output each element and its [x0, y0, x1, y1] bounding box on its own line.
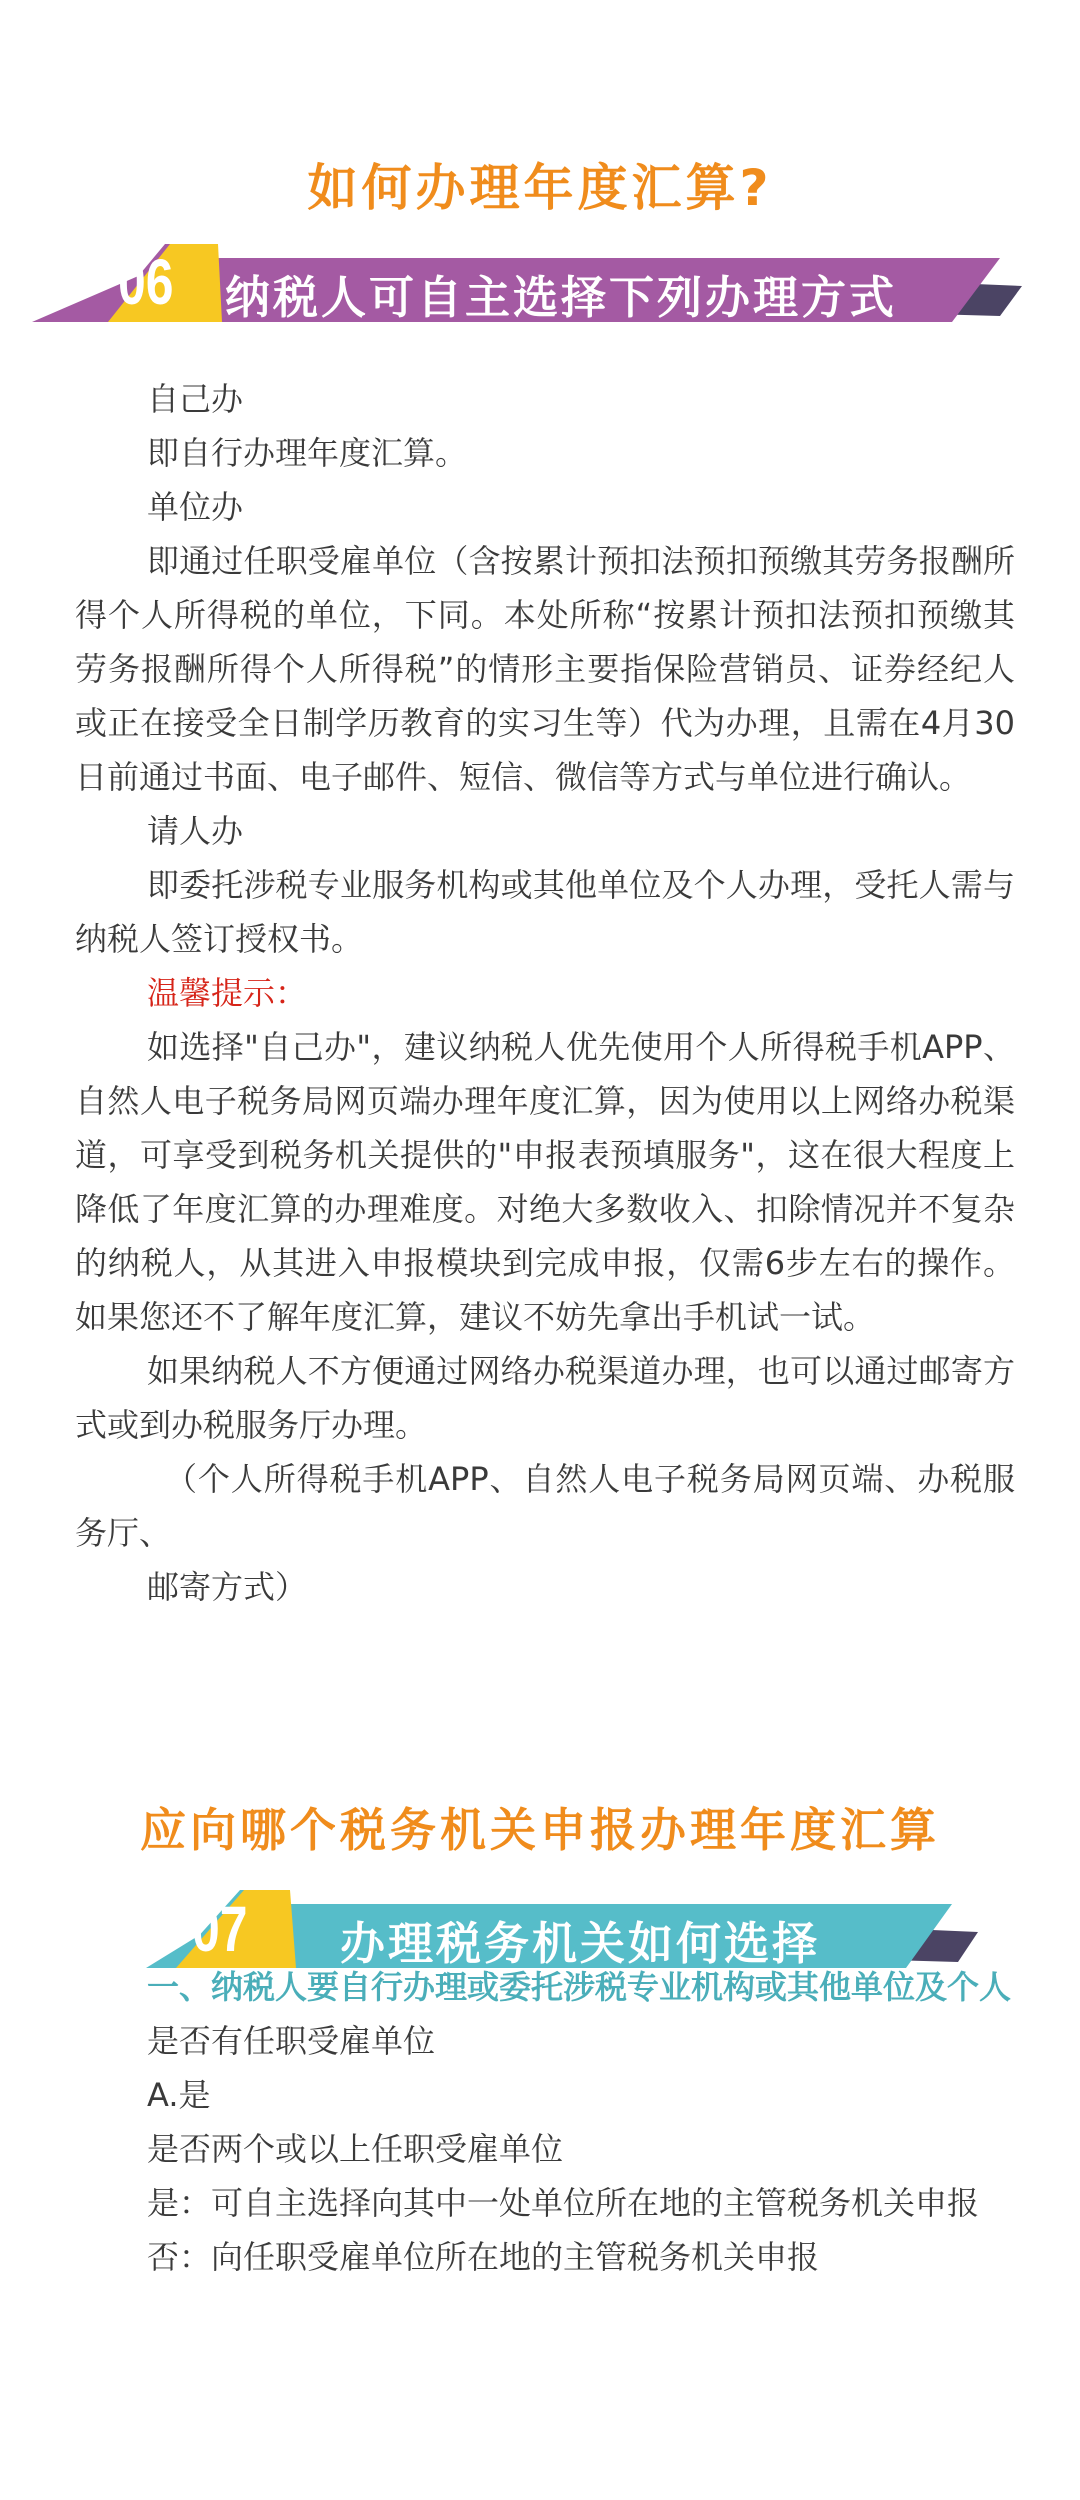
list-line: 是否两个或以上任职受雇单位 — [147, 2130, 564, 2168]
paragraph: 请人办 — [147, 812, 244, 850]
section-07-subheading: 一、纳税人要自行办理或委托涉税专业机构或其他单位及个人 — [147, 1968, 1012, 2006]
section-06-banner-title: 纳税人可自主选择下列办理方式 — [225, 271, 898, 324]
section-06-body — [75, 372, 1015, 1614]
list-line: 否：向任职受雇单位所在地的主管税务机关申报 — [147, 2238, 820, 2276]
section-07-heading: 应向哪个税务机关申报办理年度汇算 — [140, 1803, 940, 1857]
paragraph: 邮寄方式） — [147, 1568, 308, 1606]
section-06-heading: 如何办理年度汇算? — [307, 159, 773, 217]
paragraph: 即委托涉税专业服务机构或其他单位及个人办理，受托人需与纳税人签订授权书。 — [75, 866, 1015, 958]
section-06-banner — [0, 240, 1080, 340]
paragraph: （个人所得税手机APP、自然人电子税务局网页端、办税服务厅、 — [75, 1460, 1015, 1552]
paragraph: 单位办 — [147, 488, 244, 526]
list-line: A.是 — [147, 2076, 211, 2114]
section-07-body — [75, 1960, 1015, 2284]
section-07-number: 07 — [192, 1893, 248, 1965]
paragraph: 如果纳税人不方便通过网络办税渠道办理，也可以通过邮寄方式或到办税服务厅办理。 — [75, 1352, 1015, 1444]
list-line: 是：可自主选择向其中一处单位所在地的主管税务机关申报 — [147, 2184, 980, 2222]
paragraph: 如选择"自己办"，建议纳税人优先使用个人所得税手机APP、自然人电子税务局网页端办理年度汇算，因为使用以上网络办税渠道，可享受到税务机关提供的"申报表预填服务"，这在很大程度上降低了年度汇算的办理难度。对绝大多数收入、扣除情况并不复杂的纳税人，从其进入申报模块到完成申报，仅需6步左右的操作。如果您还不了解年度汇算，建议不妨先拿出手机试一试。 — [75, 1028, 1015, 1336]
paragraph: 自己办 — [147, 380, 244, 418]
paragraph: 即通过任职受雇单位（含按累计预扣法预扣预缴其劳务报酬所得个人所得税的单位，下同。本处所称“按累计预扣法预扣预缴其劳务报酬所得个人所得税”的情形主要指保险营销员、证券经纪人或正在接受全日制学历教育的实习生等）代为办理，且需在4月30日前通过书面、电子邮件、短信、微信等方式与单位进行确认。 — [75, 542, 1015, 796]
section-07-banner-title: 办理税务机关如何选择 — [340, 1917, 821, 1970]
section-06-number: 06 — [118, 246, 174, 318]
warm-tip-label: 温馨提示： — [147, 974, 308, 1012]
paragraph: 即自行办理年度汇算。 — [147, 434, 468, 472]
list-line: 是否有任职受雇单位 — [147, 2022, 436, 2060]
